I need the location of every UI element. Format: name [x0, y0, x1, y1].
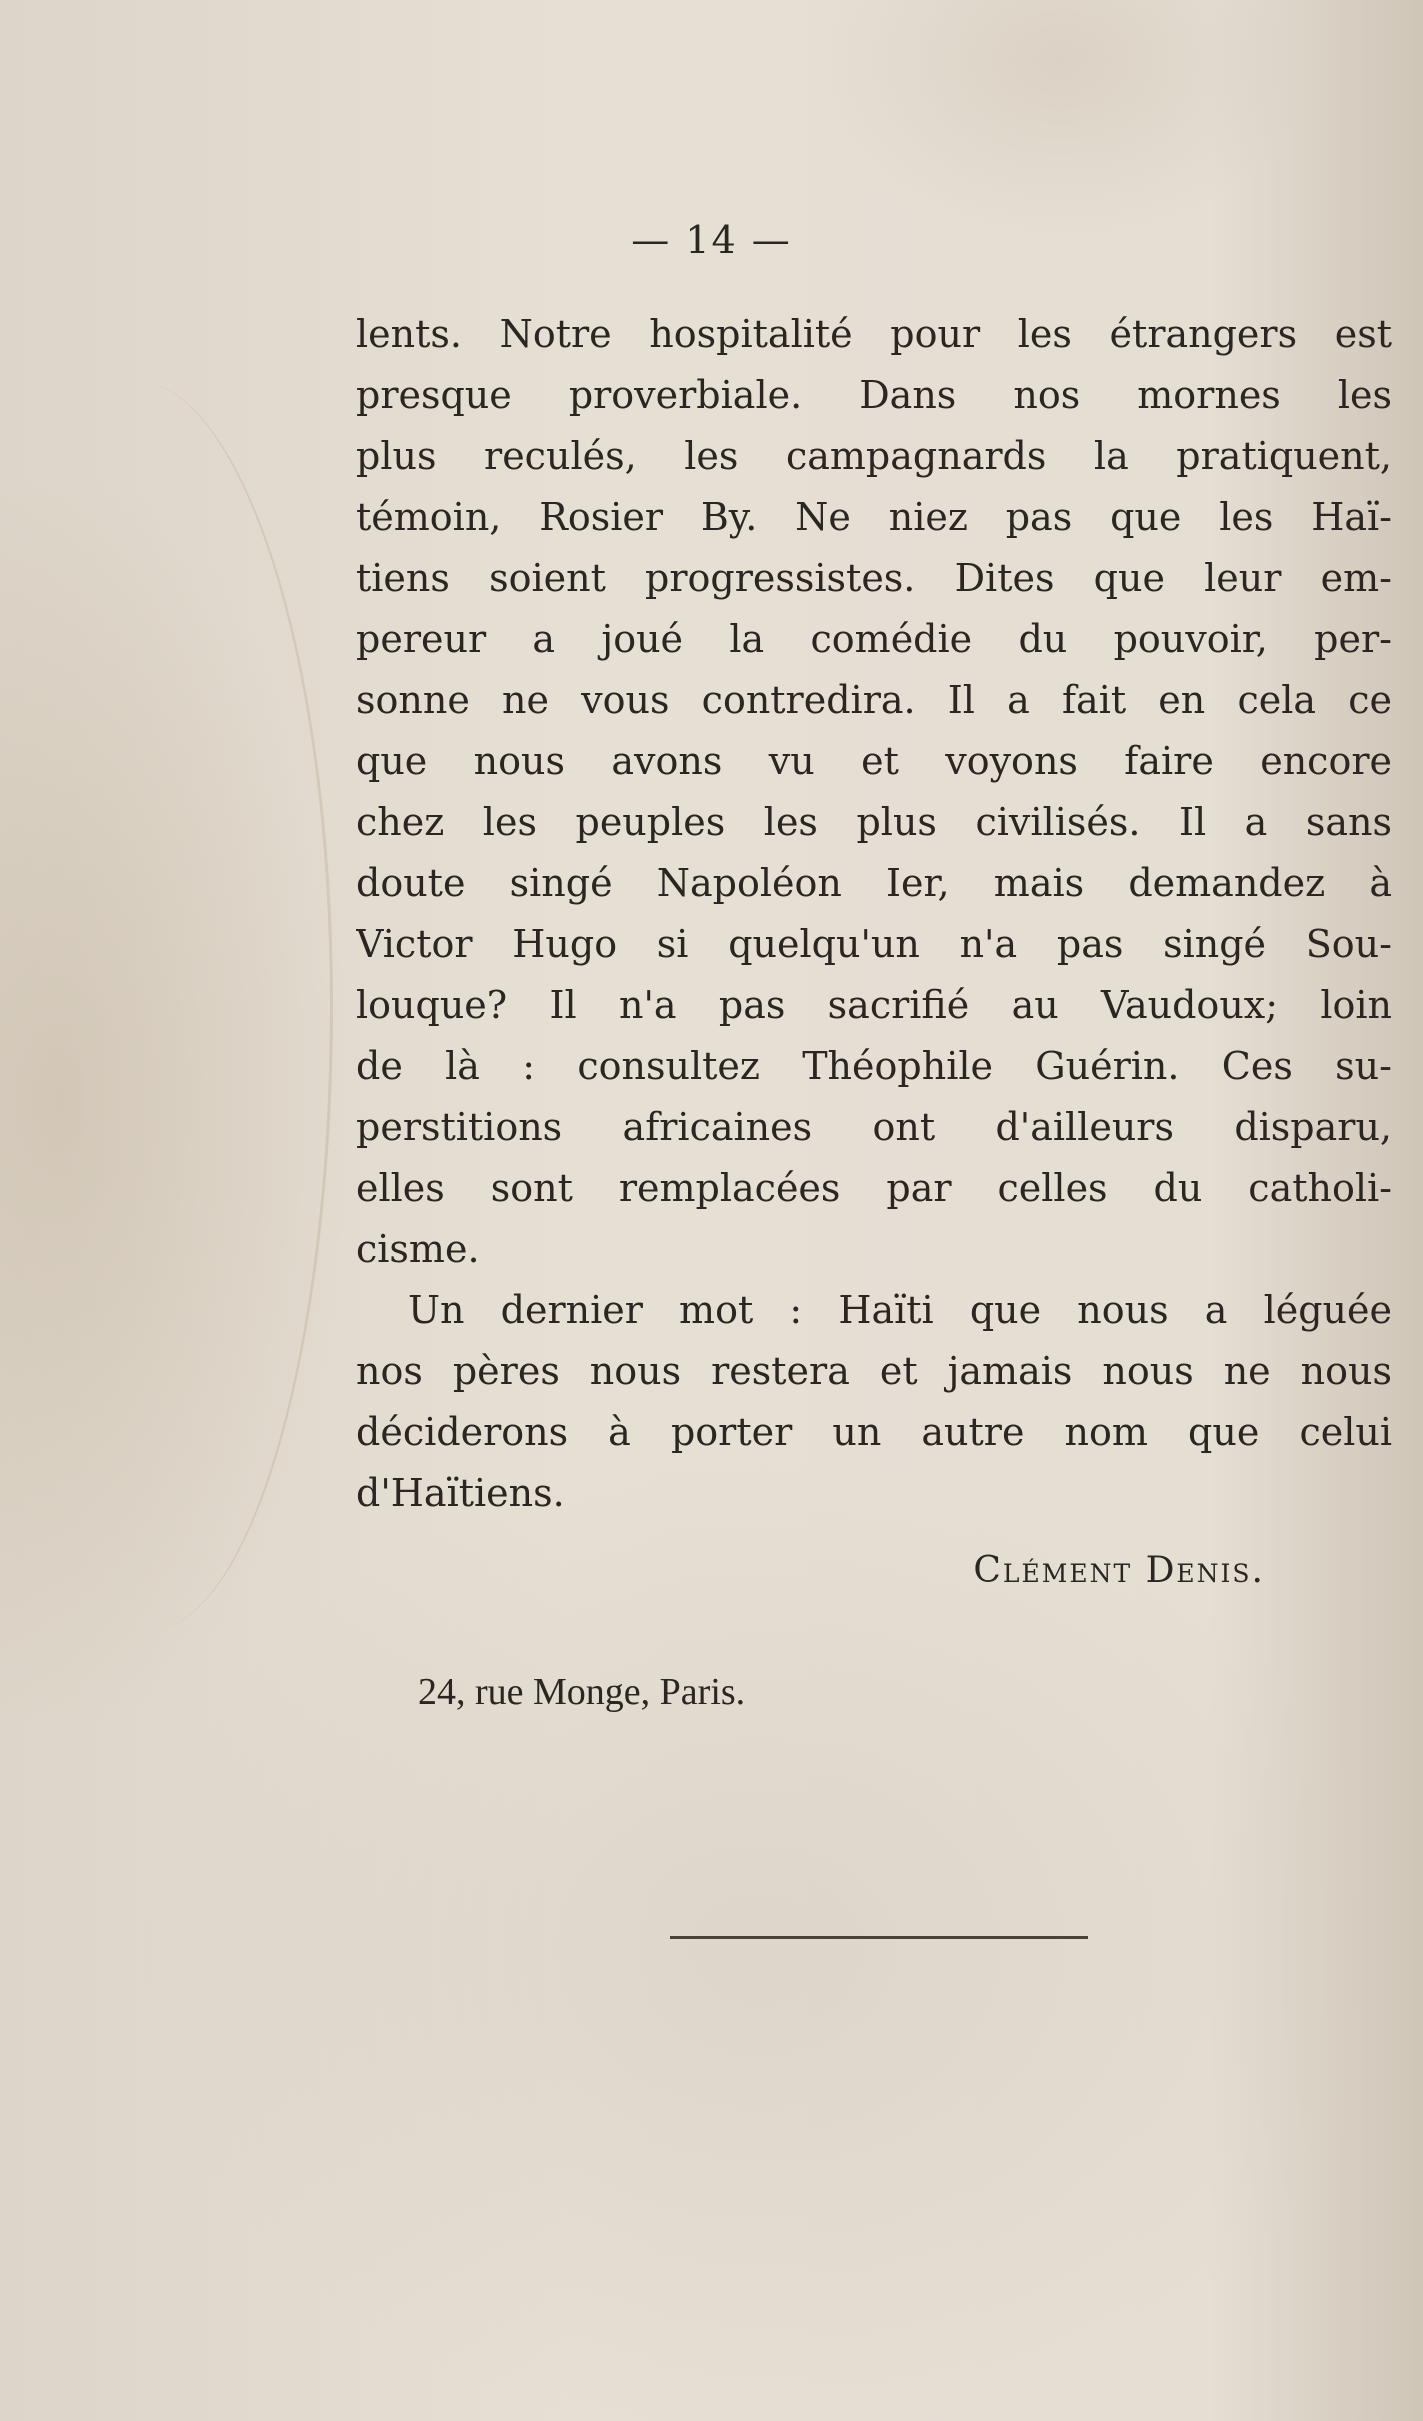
text-line: Un dernier mot : Haïti que nous a léguée — [408, 1288, 1392, 1332]
text-line: déciderons à porter un autre nom que celui — [356, 1410, 1392, 1454]
text-line: doute singé Napoléon Ier, mais demandez à — [356, 861, 1392, 905]
text-line: chez les peuples les plus civilisés. Il a sans — [356, 800, 1392, 844]
body-text — [356, 304, 1392, 1524]
page-stain — [0, 380, 333, 1630]
text-line: cisme. — [356, 1227, 480, 1271]
text-line: louque? Il n'a pas sacrifié au Vaudoux; loin — [356, 983, 1392, 1027]
text-line: perstitions africaines ont d'ailleurs disparu, — [356, 1105, 1392, 1149]
text-line: presque proverbiale. Dans nos mornes les — [356, 373, 1392, 417]
text-line: Victor Hugo si quelqu'un n'a pas singé Sou- — [356, 922, 1392, 966]
text-line: lents. Notre hospitalité pour les étrangers est — [356, 312, 1392, 356]
author-signature: Clément Denis. — [973, 1550, 1265, 1591]
paragraph-2 — [356, 1280, 1392, 1524]
text-line: de là : consultez Théophile Guérin. Ces su- — [356, 1044, 1392, 1088]
text-line: tiens soient progressistes. Dites que leur em- — [356, 556, 1392, 600]
text-line: elles sont remplacées par celles du catholi- — [356, 1166, 1392, 1210]
text-line: nos pères nous restera et jamais nous ne nous — [356, 1349, 1392, 1393]
page-number: — 14 — — [631, 218, 792, 262]
paragraph-1 — [356, 304, 1392, 1280]
text-line: d'Haïtiens. — [356, 1471, 565, 1515]
text-line: que nous avons vu et voyons faire encore — [356, 739, 1392, 783]
end-rule — [670, 1936, 1088, 1939]
text-line: sonne ne vous contredira. Il a fait en cela ce — [356, 678, 1392, 722]
text-line: pereur a joué la comédie du pouvoir, per- — [356, 617, 1392, 661]
text-line: témoin, Rosier By. Ne niez pas que les Haï- — [356, 495, 1392, 539]
text-line: plus reculés, les campagnards la pratiquent, — [356, 434, 1392, 478]
author-address: 24, rue Monge, Paris. — [418, 1671, 746, 1713]
